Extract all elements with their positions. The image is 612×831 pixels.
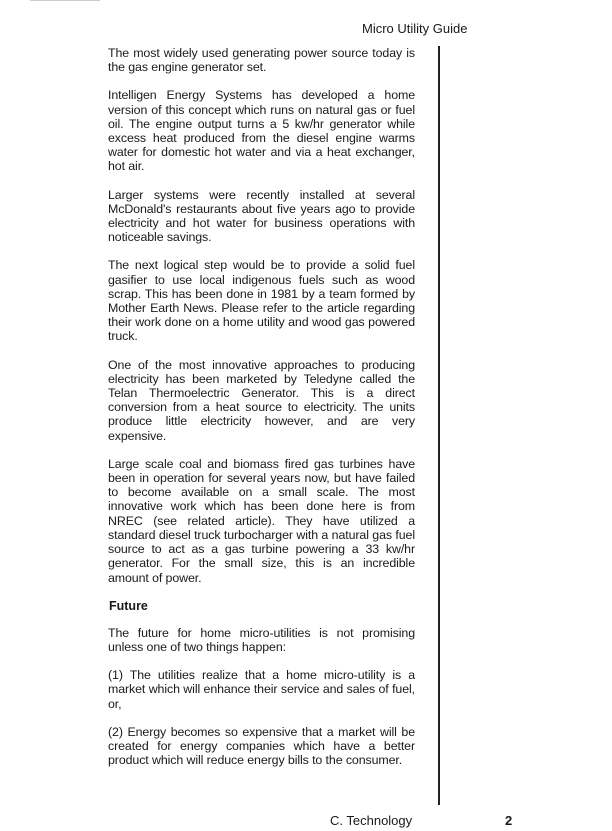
paragraph: One of the most innovative approaches to producing electricity has been marketed by Teledyne called the Telan Thermoelectric Generator. This is a direct conversion from a heat source to electricity. The units produce little electricity however, and are very expensive. (108, 357, 415, 443)
paragraph: The future for home micro-utilities is not promising unless one of two things happen: (108, 625, 415, 654)
paragraph: Large scale coal and biomass fired gas turbines have been in operation for several years now, but have failed to become available on a small scale. The most innovative work which has been done here is from NREC (see related article). They have utilized a standard diesel truck turbocharger with a natural gas fuel source to act as a gas turbine powering a 33 kw/hr generator. For the small size, this is an incredible amount of power. (108, 456, 415, 585)
paragraph: Intelligen Energy Systems has developed a home version of this concept which runs on natural gas or fuel oil. The engine output turns a 5 kw/hr generator while excess heat produced from the diesel engine warms water for domestic hot water and via a heat exchanger, hot air. (108, 88, 415, 174)
page-footer (108, 813, 513, 831)
margin-rule (438, 46, 440, 805)
running-header: Micro Utility Guide (362, 21, 468, 36)
paragraph: The next logical step would be to provide a solid fuel gasifier to use local indigenous fuels such as wood scrap. This has been done in 1981 by a team formed by Mother Earth News. Please refer to the article regarding their work done on a home utility and wood gas powered truck. (108, 258, 415, 344)
scan-edge-mark (30, 0, 100, 1)
paragraph: The most widely used generating power source today is the gas engine generator set. (108, 46, 415, 75)
list-item: (1) The utilities realize that a home micro-utility is a market which will enhance their service and sales of fuel, or, (108, 668, 415, 711)
list-item: (2) Energy becomes so expensive that a market will be created for energy companies which have a better product which will reduce energy bills to the consumer. (108, 724, 415, 768)
paragraph: Larger systems were recently installed at several McDonald's restaurants about five years ago to provide electricity and hot water for business operations with noticeable savings. (108, 187, 415, 245)
body-column (108, 46, 513, 831)
section-heading: Future (109, 598, 148, 613)
footer-section: C. Technology (330, 813, 413, 829)
page-number: 2 (505, 813, 513, 829)
